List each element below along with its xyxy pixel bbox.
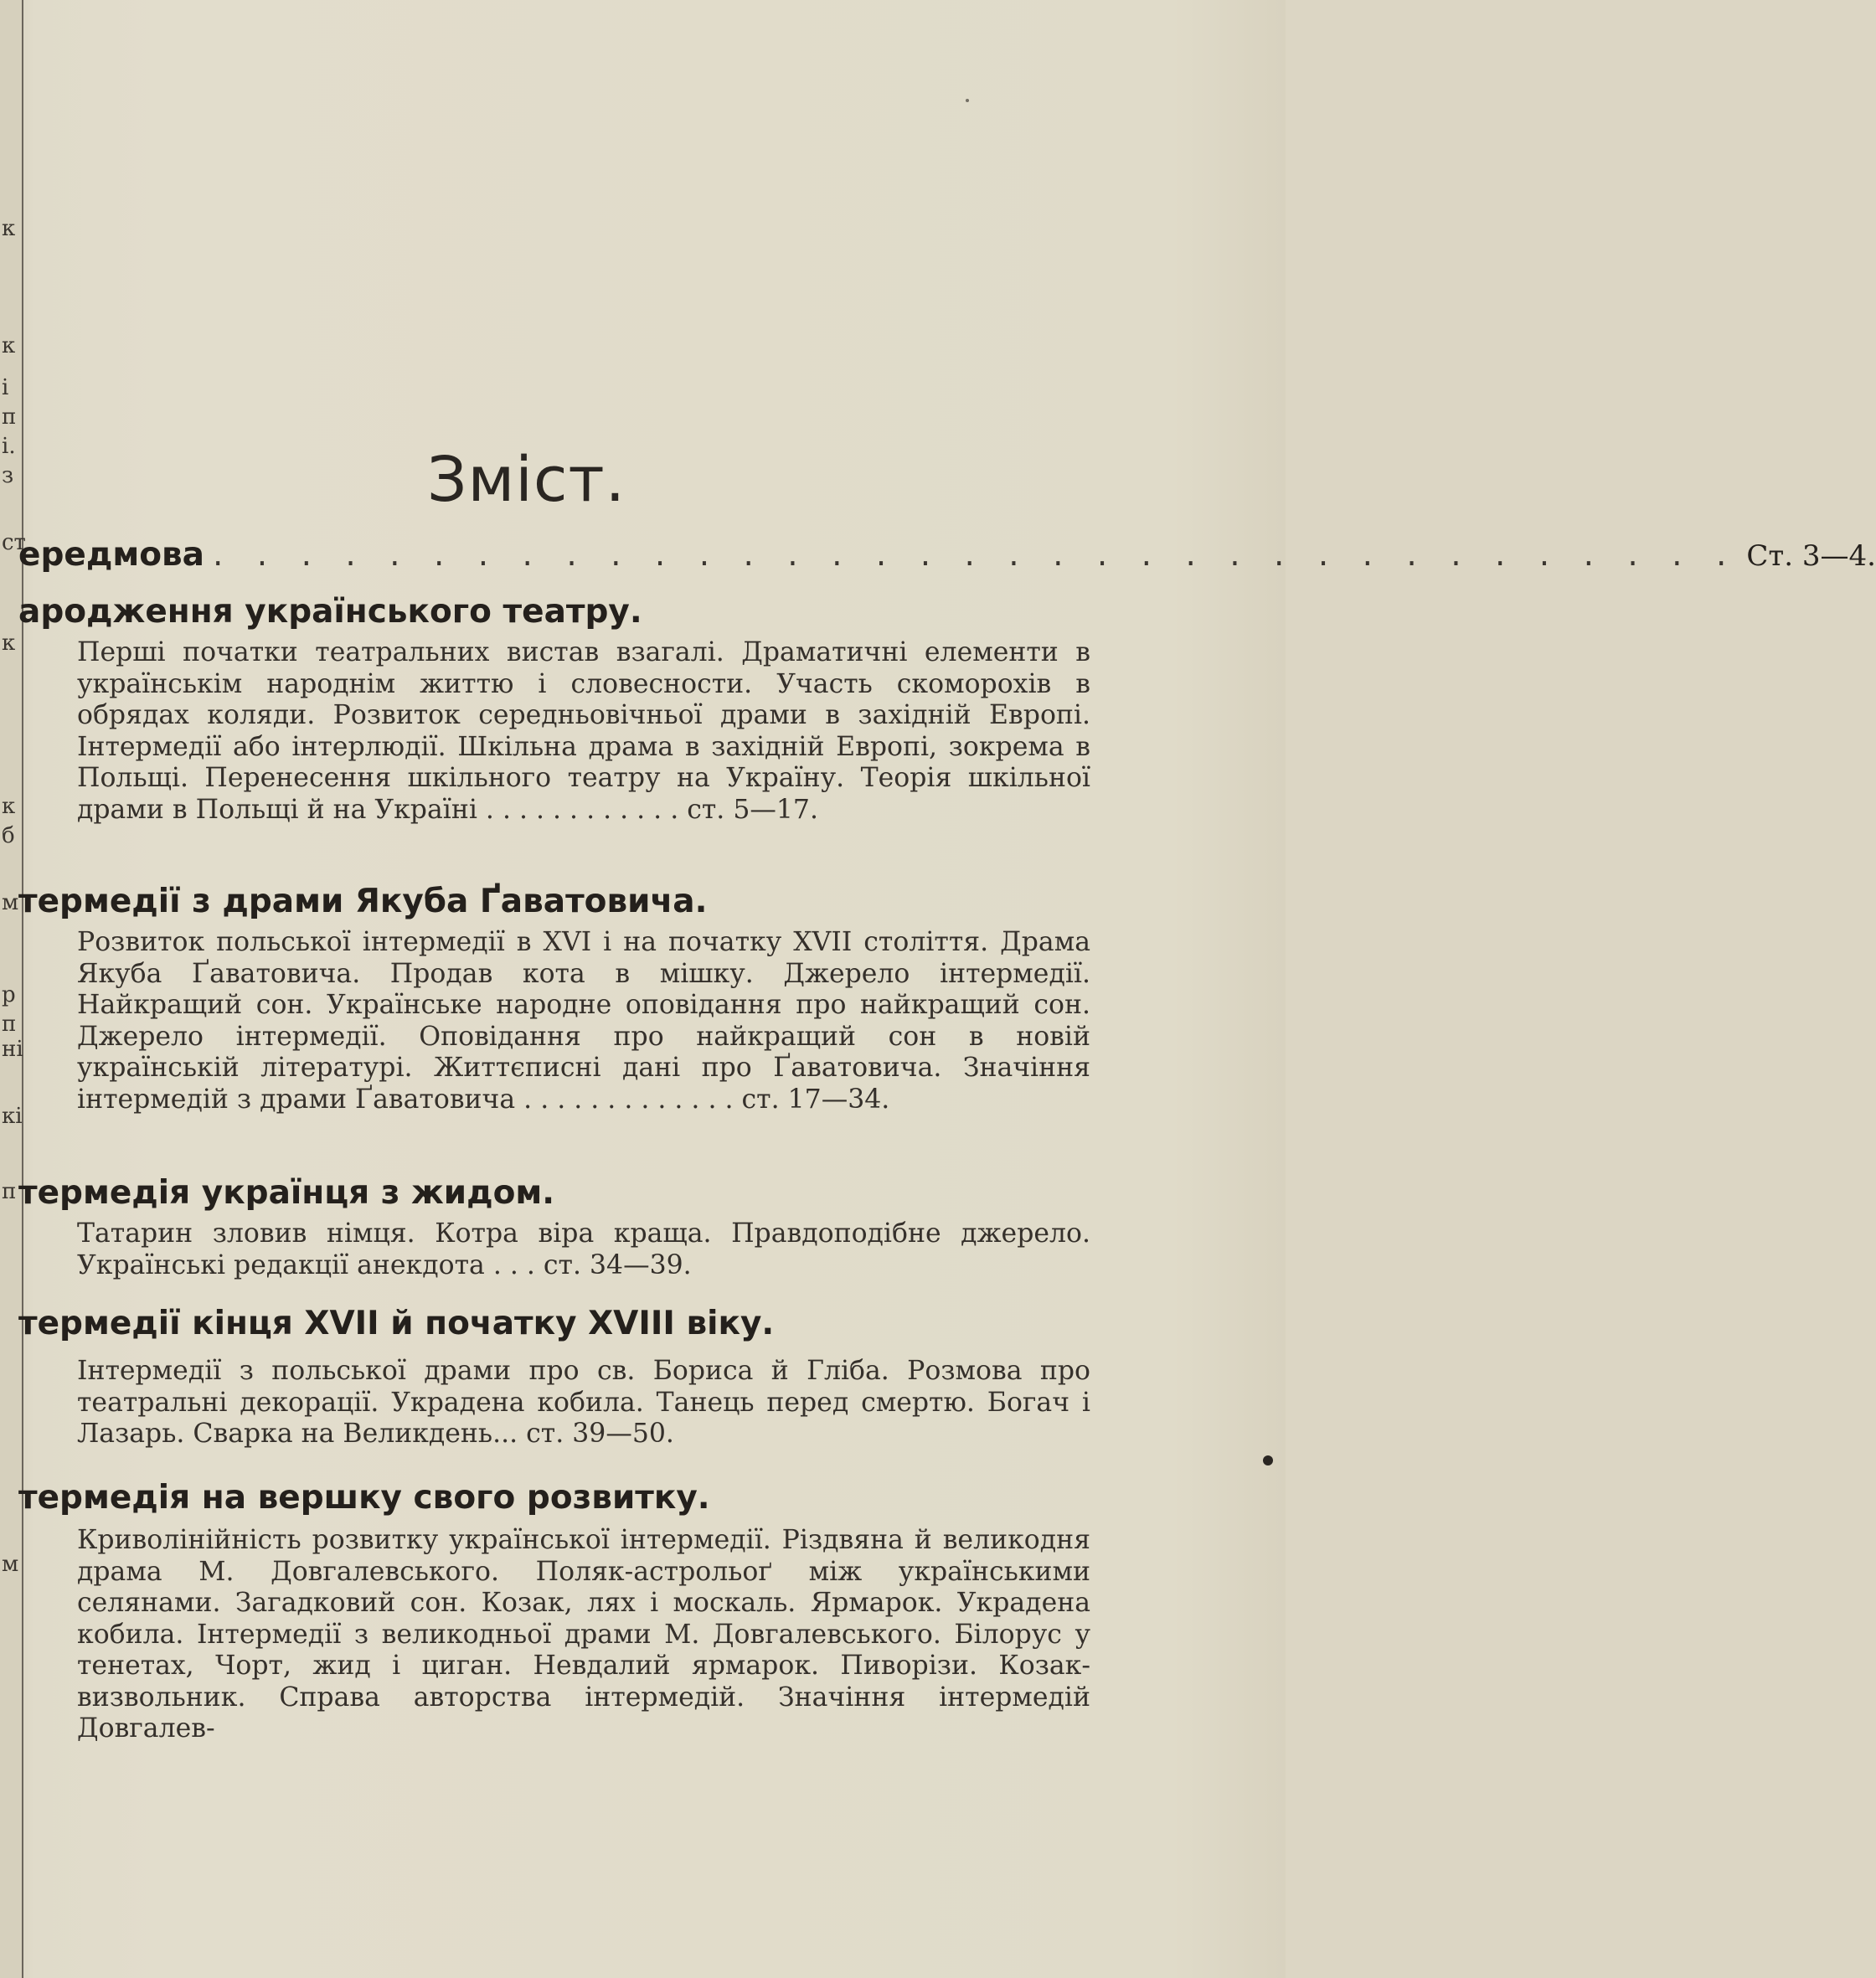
toc-heading: термедія на вершку свого розвитку. bbox=[18, 1479, 710, 1517]
toc-description-text: Інтермедії з польської драми про св. Бориса й Гліба. Розмова про театральні декорації. Украдена кобила. Танець перед смертю. Богач і Лазарь. Сварка на Великдень... bbox=[77, 1356, 1090, 1449]
leader-dots: . . . . . . . . . . . . . bbox=[523, 1084, 742, 1115]
ink-spot bbox=[1263, 1455, 1273, 1465]
gutter-letter: п bbox=[2, 404, 17, 430]
toc-heading: термедії з драми Якуба Ґаватовича. bbox=[18, 883, 708, 920]
gutter-letter: к bbox=[2, 333, 16, 358]
toc-entry-origin bbox=[18, 593, 1090, 826]
gutter-letter: з bbox=[2, 463, 14, 488]
gutter-letter: п bbox=[2, 1179, 17, 1204]
toc-description bbox=[77, 1356, 1090, 1450]
gutter-letter: к bbox=[2, 631, 16, 656]
toc-description bbox=[77, 927, 1090, 1115]
gutter-letter: ст bbox=[2, 530, 26, 555]
gutter-letter: і. bbox=[2, 434, 16, 459]
toc-heading: ародження українського театру. bbox=[18, 593, 642, 631]
toc-page-number: ст. 5—17. bbox=[687, 794, 818, 825]
toc-page-number: Ст. 3—4. bbox=[1746, 539, 1876, 573]
leader-dots: . . . . . . . . . . . . . . . . . . . . . . . . . . . . . . . . . . . bbox=[212, 536, 1739, 574]
gutter-letter: м bbox=[2, 890, 19, 915]
toc-entry-gavatovych bbox=[18, 883, 1090, 1115]
page-title: Зміст. bbox=[427, 444, 626, 516]
toc-entry-jew bbox=[18, 1174, 1090, 1281]
gutter-letter: к bbox=[2, 216, 16, 241]
toc-page-number: ст. 17—34. bbox=[741, 1084, 890, 1115]
gutter-letter: б bbox=[2, 823, 15, 848]
toc-heading: термедія українця з жидом. bbox=[18, 1174, 555, 1212]
leader-dots: . . . bbox=[492, 1249, 544, 1280]
toc-heading bbox=[18, 536, 1876, 574]
gutter-letter: п bbox=[2, 1012, 17, 1037]
gutter-letter: кі bbox=[2, 1104, 23, 1129]
toc-page-number: ст. 39—50. bbox=[526, 1419, 674, 1449]
toc-description bbox=[77, 1525, 1090, 1745]
toc-description bbox=[77, 637, 1090, 826]
leader-dots: . . . . . . . . . . . . bbox=[485, 794, 688, 825]
gutter-letter: ні bbox=[2, 1037, 23, 1062]
ink-spot bbox=[966, 99, 969, 102]
toc-description-text: Татарин зловив німця. Котра віра краща. Правдоподібне джерело. Українські редакції анекдота bbox=[77, 1218, 1090, 1280]
gutter-letter: р bbox=[2, 982, 16, 1007]
toc-entry-peak bbox=[18, 1479, 1090, 1745]
toc-entry-preface bbox=[18, 536, 1876, 574]
toc-description bbox=[77, 1218, 1090, 1281]
toc-description-text: Перші початки театральних вистав взагалі. Драматичні елементи в українськім народнім життю і словесности. Участь скоморохів в обрядах коляди. Розвиток середньовічньої драми в західній Европі. Інтермедії або інтерлюдії. Шкільна драма в західній Европі, зокрема в Польщі. Перенесення шкільного театру на Україну. Теорія шкільної драми в Польщі й на Україні bbox=[77, 637, 1090, 825]
toc-page-number: ст. 34—39. bbox=[543, 1249, 692, 1280]
toc-heading-text: ередмова bbox=[18, 536, 204, 574]
toc-entry-late-17th bbox=[18, 1305, 1090, 1450]
gutter-letter: і bbox=[2, 375, 9, 400]
toc-description-text: Розвиток польської інтермедії в XVI і на початку XVII століття. Драма Якуба Ґаватовича. Продав кота в мішку. Джерело інтермедії. Найкращий сон. Українське народне оповідання про найкращий сон. Джерело інтермедії. Оповідання про найкращий сон в новій українській літературі. Життєписні дані про Ґаватовича. Значіння інтермедій з драми Ґаватовича bbox=[77, 927, 1090, 1115]
gutter-letter: м bbox=[2, 1552, 19, 1577]
toc-description-text: Криволінійність розвитку української інтермедії. Різдвяна й великодня драма М. Довгалевського. Поляк-астрольоґ між українськими селянами. Загадковий сон. Козак, лях і москаль. Ярмарок. Украдена кобила. Інтермедії з великодньої драми М. Довгалевського. Білорус у тенетах, Чорт, жид і циган. Невдалий ярмарок. Пиворізи. Козак-визвольник. Справа авторства інтермедій. Значіння інтермедій Довгалев- bbox=[77, 1525, 1090, 1744]
toc-heading: термедії кінця XVII й початку XVIII віку. bbox=[18, 1305, 775, 1342]
gutter-letter: к bbox=[2, 794, 16, 819]
